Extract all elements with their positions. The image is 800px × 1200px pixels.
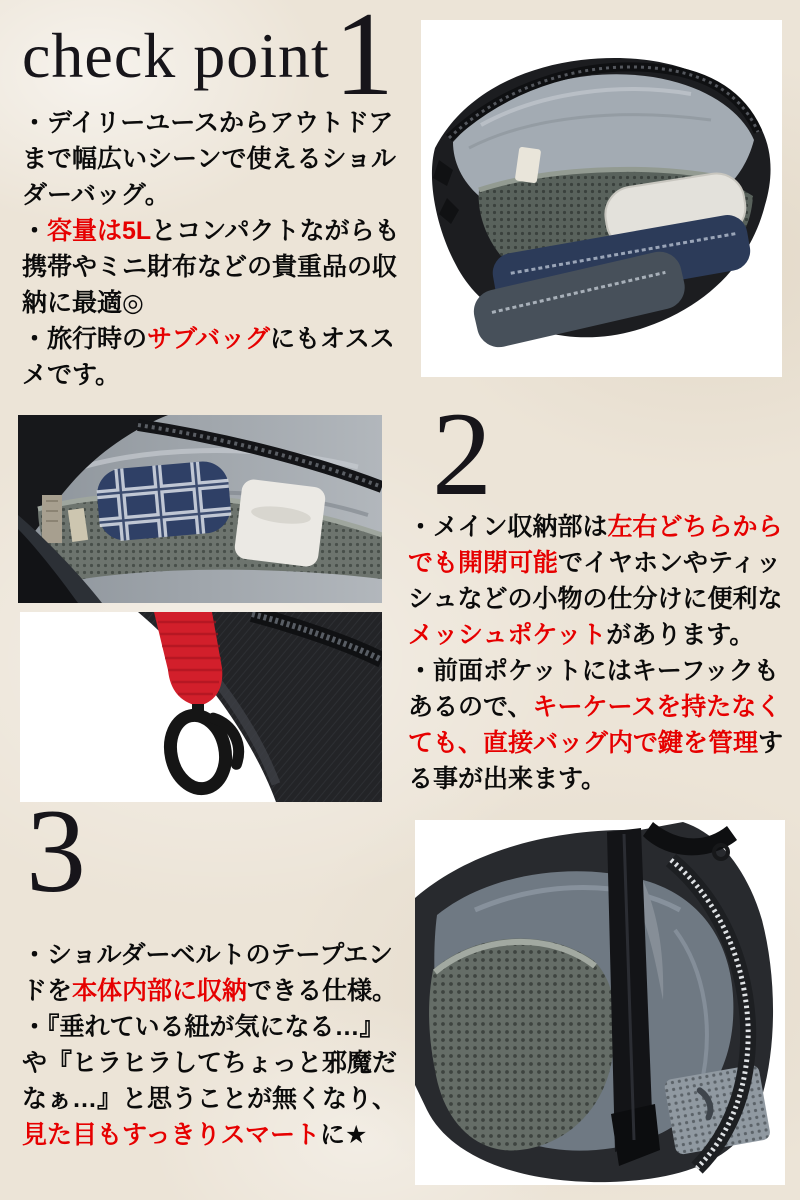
bullet-paragraph (22, 105, 406, 213)
text-run: 本体内部に収納 (72, 977, 248, 1005)
text-run: する事が出来ます。 (408, 729, 784, 793)
strap-storage-illustration (415, 820, 785, 1185)
bullet-paragraph (22, 213, 406, 321)
mesh-pocket-illustration (18, 415, 382, 603)
text-run: キーケースを持たなくても、直接バッグ内で鍵を管理 (408, 693, 782, 757)
text-run: にもオススメです。 (22, 325, 395, 389)
bullet-paragraph (408, 509, 794, 653)
tissue-pack (233, 478, 326, 568)
checkpoint-number-2: 2 (432, 387, 492, 520)
feature-text-2 (408, 509, 794, 797)
photo-mesh-pocket-detail (18, 415, 382, 603)
photo-key-hook (20, 612, 382, 802)
text-run: 見た目もすっきりスマート (22, 1121, 321, 1149)
text-run: ・デイリーユースからアウトドアまで幅広いシーンで使えるショルダーバッグ。 (22, 109, 397, 209)
bullet-paragraph (408, 653, 794, 797)
text-run: でイヤホンやティッシュなどの小物の仕分けに便利な (408, 549, 783, 613)
text-run: ・前面ポケットにはキーフックもあるので、 (408, 657, 779, 721)
bag-open-illustration (421, 20, 782, 377)
text-run: ・『垂れている紐が気になる…』や『ヒラヒラしてちょっと邪魔だなぁ…』と思うことが無くなり、 (22, 1013, 398, 1113)
checkpoint-title: check point (22, 20, 330, 91)
checkpoint-number-1: 1 (334, 0, 394, 120)
text-run: ・ショルダーベルトのテープエンドを (22, 941, 394, 1005)
feature-text-1 (22, 105, 406, 393)
text-run: 容量は5L (47, 217, 152, 245)
bullet-paragraph (22, 1009, 406, 1153)
text-run: ・メイン収納部は (408, 513, 608, 541)
text-run: 左右どちらからでも開閉可能 (408, 513, 783, 577)
key-hook-illustration (20, 612, 382, 802)
bullet-paragraph (22, 937, 406, 1009)
text-run: に★ (320, 1121, 368, 1149)
checkpoint-number-3: 3 (26, 784, 86, 917)
feature-text-3 (22, 937, 406, 1153)
text-run: とコンパクトながらも携帯やミニ財布などの貴重品の収納に最適◎ (22, 217, 400, 317)
text-run: サブバッグ (147, 325, 271, 353)
text-run: ・ (22, 217, 48, 245)
photo-bag-open-top-view (421, 20, 782, 377)
text-run: があります。 (606, 621, 755, 649)
plaid-pouch (95, 459, 233, 542)
text-run: ・旅行時の (22, 325, 148, 353)
fabric-tag (515, 147, 542, 184)
bullet-paragraph (22, 321, 406, 393)
webbing-tab (42, 495, 62, 543)
photo-strap-storage (415, 820, 785, 1185)
text-run: できる仕様。 (247, 977, 398, 1005)
text-run: メッシュポケット (408, 621, 607, 649)
